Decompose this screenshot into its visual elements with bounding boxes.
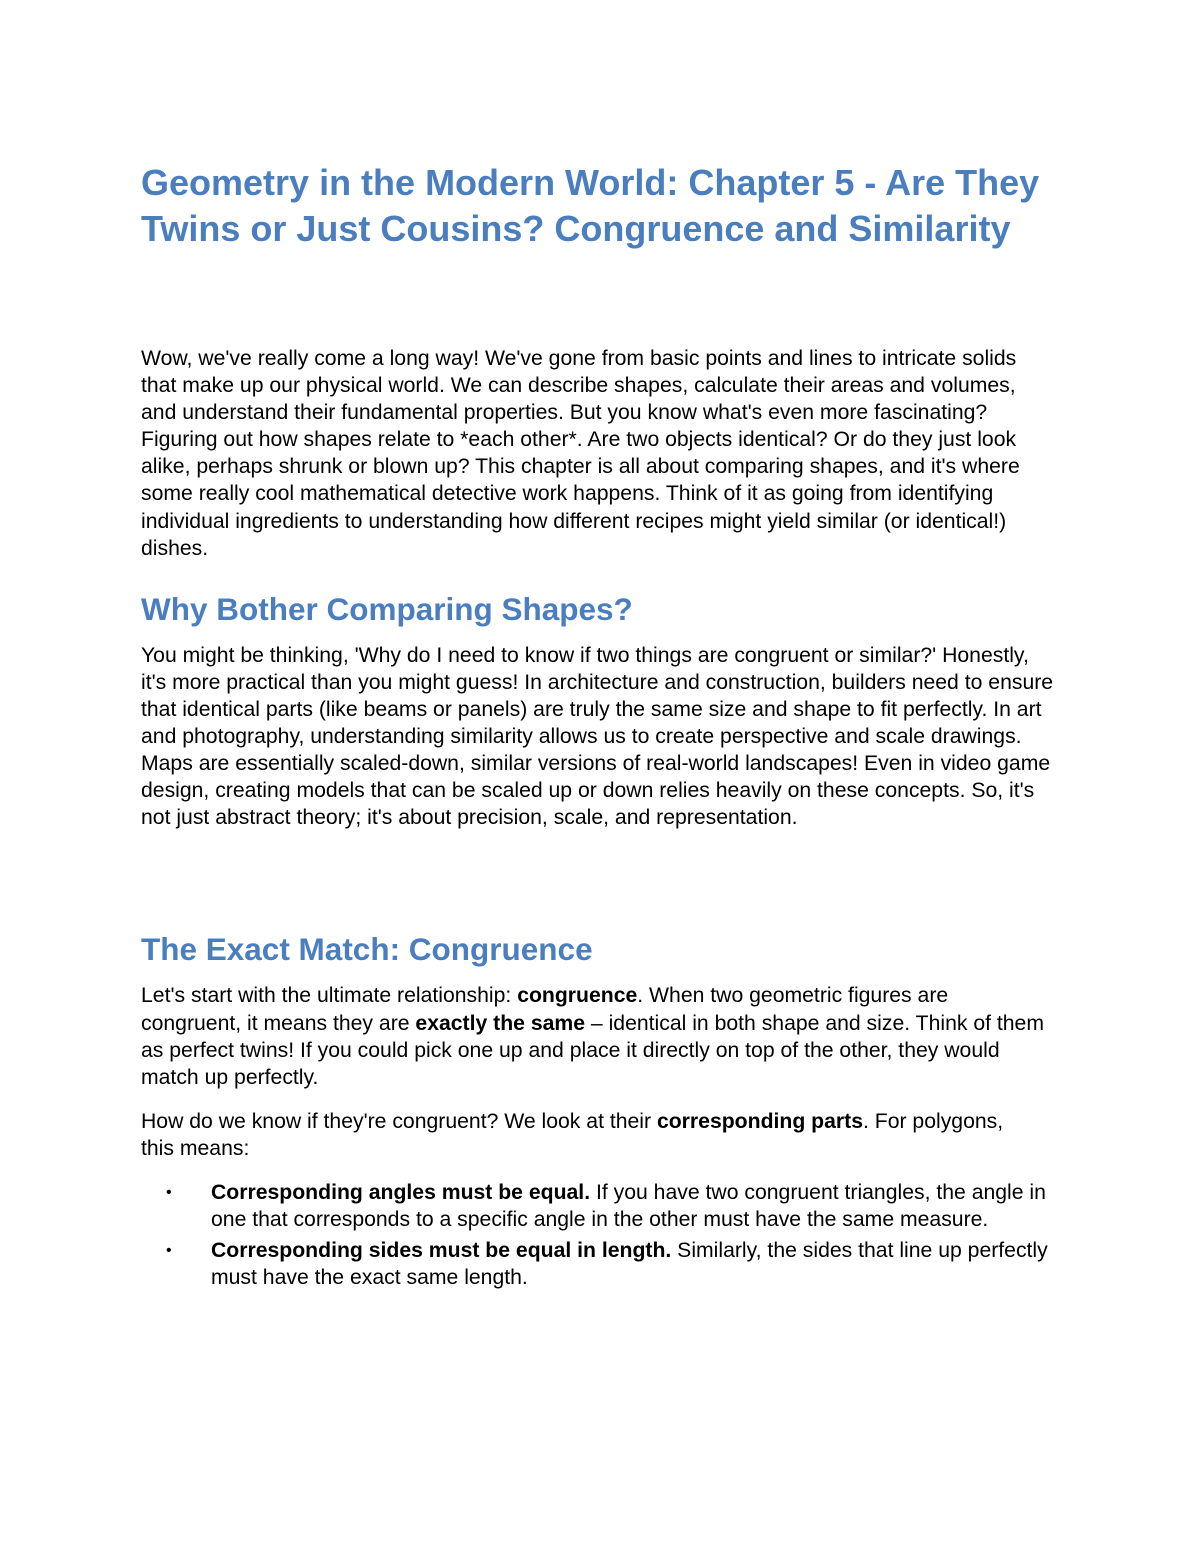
list-item: • Corresponding angles must be equal. If you have two congruent triangles, the angle in one that corresponds to a specific angle in the other must have the same measure. xyxy=(166,1180,1046,1232)
section-heading-why-compare: Why Bother Comparing Shapes? xyxy=(141,590,633,627)
corresponding-parts-term: corresponding parts xyxy=(656,1109,863,1133)
section-heading-congruence: The Exact Match: Congruence xyxy=(141,931,593,968)
document-page xyxy=(141,160,1061,1291)
intro-paragraph: Wow, we've really come a long way! We've gone from basic points and lines to intricate solids that make up our physical world. We can describe shapes, calculate their areas and volumes, and understand their fundamental properties. But you know what's even more fascinating? Figuring out how shapes relate to *each other*. Are two objects identical? Or do they just look alike, perhaps shrunk or blown up? This chapter is all about comparing shapes, and it's where some really cool mathematical detective work happens. Think of it as going from identifying individual ingredients to understanding how different recipes might yield similar (or identical!) dishes. xyxy=(141,347,1020,560)
list-item: • Corresponding sides must be equal in length. Similarly, the sides that line up perfectly must have the exact same length. xyxy=(166,1239,1048,1290)
corresponding-parts-paragraph: How do we know if they're congruent? We look at their corresponding parts. For polygons, this means: xyxy=(141,1109,1004,1160)
bullet-icon: • xyxy=(166,1183,172,1201)
congruence-paragraph: Let's start with the ultimate relationship: congruence. When two geometric figures are congruent, it means they are exactly the same – identical in both shape and size. Think of them as perfect twins! If you could pick one up and place it directly on top of the other, they would match up perfectly. xyxy=(141,984,1044,1089)
congruence-term: congruence xyxy=(517,984,638,1008)
bullet-icon: • xyxy=(166,1242,172,1260)
congruence-criteria-list xyxy=(141,1179,1056,1291)
exactly-the-same-term: exactly the same xyxy=(415,1011,586,1035)
why-compare-paragraph: You might be thinking, 'Why do I need to know if two things are congruent or similar?' Honestly, it's more practical than you might guess! In architecture and construction, builders need to ensure that identical parts (like beams or panels) are truly the same size and shape to fit perfectly. In art and photography, understanding similarity allows us to create perspective and scale drawings. Maps are essentially scaled-down, similar versions of real-world landscapes! Even in video game design, creating models that can be scaled up or down relies heavily on these concepts. So, it's not just abstract theory; it's about precision, scale, and representation. xyxy=(141,643,1054,830)
page-title: Geometry in the Modern World: Chapter 5 - Are They Twins or Just Cousins? Congruence and Similarity xyxy=(141,162,1040,249)
